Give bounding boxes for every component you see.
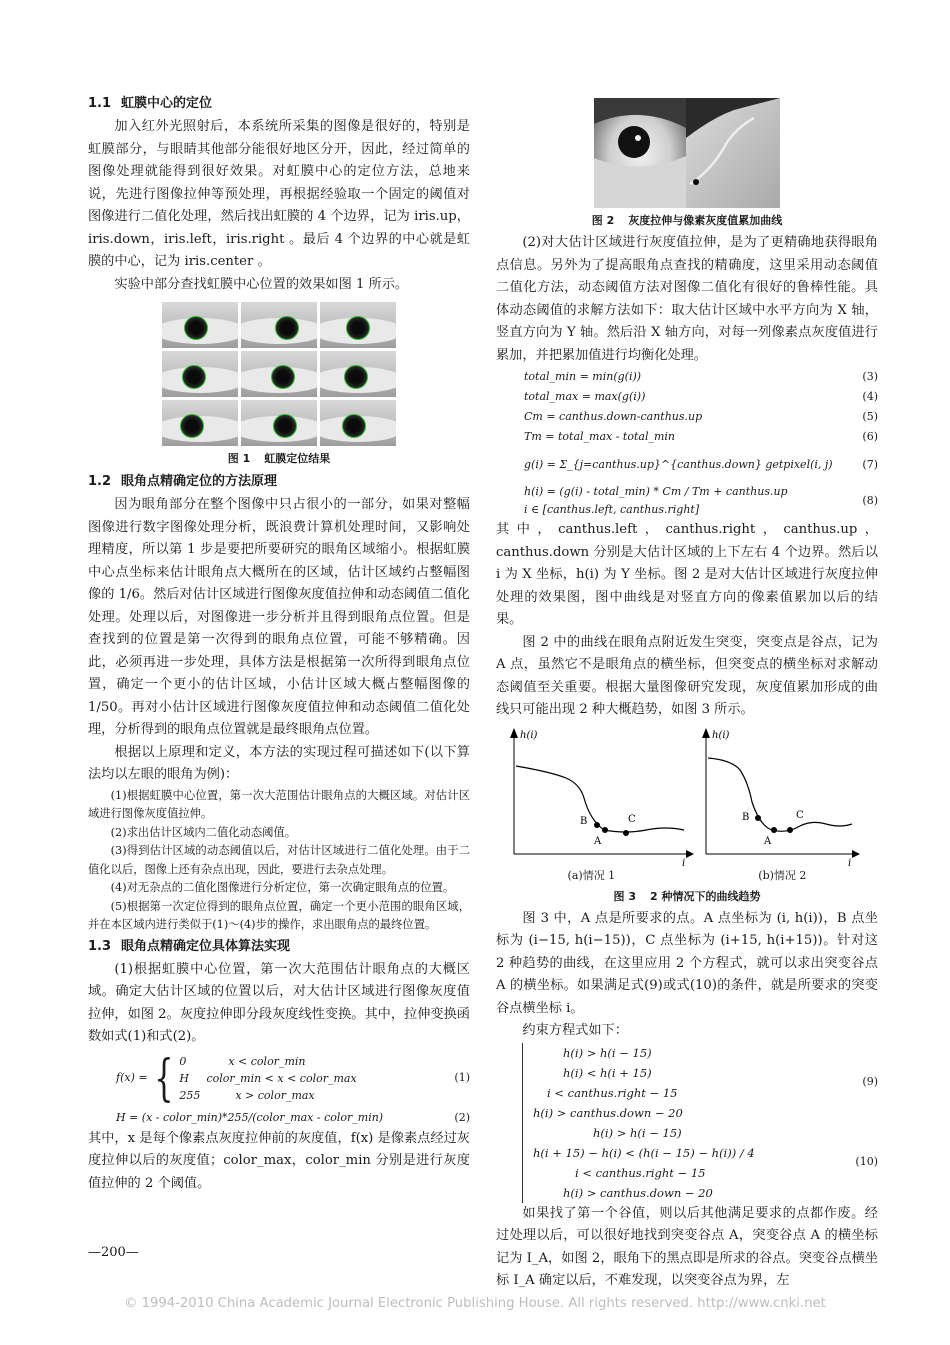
label-a: A (594, 835, 602, 847)
section-1-3-heading: 1.3 眼角点精确定位具体算法实现 (88, 938, 291, 954)
equation-9-line-3: i < canthus.right − 15 (547, 1085, 678, 1100)
equation-2: H = (x - color_min)*255/(color_max - color_min) (2) (116, 1110, 470, 1124)
right-paragraph-5: 约束方程式如下： (522, 1023, 628, 1038)
chart-a (510, 728, 694, 868)
equation-8: h(i) = (g(i) - total_min) * Cm / Tm + canthus.up i ∈ [canthus.left, canthus.right] (8) (496, 483, 878, 519)
equation-7: g(i) = Σ_{j=canthus.up}^{canthus.down} getpixel(i, j) (7) (524, 458, 878, 471)
curve-b (708, 758, 852, 831)
iris-image (241, 400, 317, 446)
equation-3: total_min = min(g(i)) (3) (524, 370, 878, 383)
step-4: (4)对无杂点的二值化图像进行分析定位，第一次确定眼角点的位置。 (110, 881, 455, 894)
section-1-1-heading: 1.1 虹膜中心的定位 (88, 96, 213, 111)
algorithm-steps (88, 787, 470, 935)
equation-10: h(i) > h(i − 15) h(i + 15) − h(i) < (h(i − 15) − h(i)) / 4 i < canthus.right − 15 h(i) > canthus.down − 20 (10) (496, 1123, 878, 1203)
right-paragraph-4: 图 3 中，A 点是所要求的点。A 点坐标为 (i, h(i))，B 点坐标为 (i−15, h(i−15))，C 点坐标为 (i+15, h(i+15))。针对这 2 种趋势的曲线，在这里应用 2 个方程式，就可以求出突变谷点 A 的横坐标。如果满足式(9)或式(10)的条件，就是所要求的突变谷点横坐标 i。 (496, 910, 878, 1016)
equation-4: total_max = max(g(i)) (4) (524, 390, 878, 403)
equation-1-lhs: f(x) = (116, 1070, 148, 1084)
equation-9: h(i) > h(i − 15) h(i) < h(i + 15) i < canthus.right − 15 h(i) > canthus.down − 20 (9) (496, 1043, 878, 1123)
equation-5: Cm = canthus.down-canthus.up (5) (524, 410, 878, 423)
label-b: B (580, 815, 588, 827)
equation-10-line-2: h(i + 15) − h(i) < (h(i − 15) − h(i)) / 4 (533, 1145, 755, 1160)
copyright-footer: © 1994-2010 China Academic Journal Electronic Publishing House. All rights reserved. http://www.cnki.net (124, 1296, 826, 1311)
equation-1-line-1: 0 x < color_min (179, 1054, 306, 1068)
equation-9-line-4: h(i) > canthus.down − 20 (533, 1105, 683, 1120)
figure-2-caption: 图 2 灰度拉伸与像素灰度值累加曲线 (591, 214, 783, 227)
curve-a (516, 766, 684, 832)
equation-9-line-2: h(i) < h(i + 15) (563, 1065, 652, 1080)
iris-image (162, 400, 238, 446)
valley-point (693, 179, 699, 185)
label-c: C (796, 809, 804, 821)
equation-6: Tm = total_max - total_min (6) (524, 430, 878, 443)
y-axis-label: h(i) (712, 729, 730, 741)
section-1-2-paragraph-2: 根据以上原理和定义，本方法的实现过程可描述如下(以下算法均以左眼的眼角为例)： (88, 744, 470, 782)
equation-9-line-1: h(i) > h(i − 15) (563, 1045, 652, 1060)
section-1-3-paragraph-1: (1)根据虹膜中心位置，第一次大范围估计眼角点的大概区域。确定大估计区域的位置以后，对大估计区域进行图像灰度值拉伸，如图 2。灰度拉伸即分段灰度线性变换。其中，拉伸变换函数如式(1)和式(2)。 (88, 961, 470, 1044)
label-a: A (764, 835, 772, 847)
iris-image (320, 400, 396, 446)
iris-image (241, 351, 317, 397)
figure-3-subcaptions (496, 868, 878, 884)
right-paragraph-2: 其中，canthus.left，canthus.right，canthus.up，canthus.down 分别是大估计区域的上下左右 4 个边界。然后以 i 为 X 坐标，h(i) 为 Y 坐标。图 2 是对大估计区域进行灰度拉伸处理的效果图，图中曲线是对竖直方向的像素值累加以后的结果。 (496, 522, 878, 627)
figure-1-iris-images (162, 302, 396, 446)
x-axis-label: i (848, 857, 852, 868)
pupil (618, 126, 650, 158)
left-brace: { (153, 1049, 174, 1107)
iris-image (241, 302, 317, 348)
page-number: —200— (88, 1245, 139, 1260)
equation-10-line-4: h(i) > canthus.down − 20 (563, 1185, 713, 1200)
equation-1-line-3: 255 x > color_max (179, 1088, 315, 1102)
step-1: (1)根据虹膜中心位置，第一次大范围估计眼角点的大概区域。对估计区域进行图像灰度值拉伸。 (88, 788, 470, 820)
equation-1-tag: (1) (454, 1070, 470, 1084)
point-b (594, 822, 600, 828)
point-a (771, 827, 777, 833)
iris-image (320, 351, 396, 397)
section-1-2-heading: 1.2 眼角点精确定位的方法原理 (88, 474, 278, 489)
equation-1-line-2: H color_min < x < color_max (179, 1071, 357, 1085)
right-paragraph-1: (2)对大估计区域进行灰度值拉伸，是为了更精确地获得眼角点信息。另外为了提高眼角点查找的精确度，这里采用动态阈值二值化方法，动态阈值方法对图像二值化有很好的鲁棒性能。具体动态阈值的求解方法如下：取大估计区域中水平方向为 X 轴，竖直方向为 Y 轴。然后沿 X 轴方向，对每一列像素点灰度值进行累加，并把累加值进行均衡化处理。 (496, 235, 878, 363)
figure-3b-caption: (b)情况 2 (758, 868, 807, 882)
equation-10-line-3: i < canthus.right − 15 (575, 1165, 706, 1180)
figure-3a-caption: (a)情况 1 (567, 868, 616, 882)
section-1-1-paragraph-2: 实验中部分查找虹膜中心位置的效果如图 1 所示。 (114, 276, 409, 292)
iris-image (162, 302, 238, 348)
section-1-2-paragraph-1: 因为眼角部分在整个图像中只占很小的一部分，如果对整幅图像进行数字图像处理分析，既浪费计算机处理时间，又影响处理精度，所以第 1 步是要把所要研究的眼角区域缩小。根据虹膜中心点坐标来估计眼角点大概所在的区域，估计区域约占整幅图像的 1/6。然后对估计区域进行图像灰度值拉伸和动态阈值二值化处理。处理以后，对图像进一步分析并且得到眼角点位置。但是查找到的位置是第一次得到的眼角点位置，可能不够精确。因此，必须再进一步处理，具体方法是根据第一次所得到眼角点位置，确定一个更小的估计区域，小估计区域大概占整幅图像的 1/50。再对小估计区域进行图像灰度值拉伸和动态阈值二值化处理，分析得到的眼角点位置就是最终眼角点位置。 (88, 497, 470, 737)
iris-image (162, 351, 238, 397)
y-axis-label: h(i) (520, 729, 538, 741)
point-c (623, 830, 629, 836)
left-column (88, 92, 470, 1195)
step-5: (5)根据第一次定位得到的眼角点位置，确定一个更小范围的眼角区域，并在本区域内进行类似于(1)～(4)步的操作，求出眼角点的最终位置。 (88, 899, 470, 931)
point-b (755, 815, 761, 821)
section-1-1-paragraph-1: 加入红外光照射后，本系统所采集的图像是很好的，特别是虹膜部分，与眼睛其他部分能很好地区分开，因此，经过简单的图像处理就能得到很好效果。对虹膜中心的定位方法，总地来说，先进行图像拉伸等预处理，再根据经验取一个固定的阈值对图像进行二值化处理，然后找出虹膜的 4 个边界，记为 iris.up，iris.down，iris.left，iris.right 。最后 4 个边界的中心就是虹膜的中心，记为 iris.center 。 (88, 119, 470, 269)
right-paragraph-6: 如果找了第一个谷值，则以后其他满足要求的点都作废。经过处理以后，可以很好地找到突变谷点 A，突变谷点 A 的横坐标记为 I_A，如图 2，眼角下的黑点即是所求的谷点。突变谷点横坐标 I_A 确定以后，不难发现，以突变谷点为界，左 (496, 1205, 878, 1288)
figure-1-caption: 图 1 虹膜定位结果 (227, 452, 331, 465)
equation-8-line-1: h(i) = (g(i) - total_min) * Cm / Tm + canthus.up (524, 485, 788, 498)
equation-8-line-2: i ∈ [canthus.left, canthus.right] (524, 503, 700, 516)
x-axis-label: i (682, 857, 686, 868)
right-paragraph-3: 图 2 中的曲线在眼角点附近发生突变，突变点是谷点，记为 A 点，虽然它不是眼角点的横坐标，但突变点的横坐标对求解动态阈值至关重要。根据大量图像研究发现，灰度值累加形成的曲线只可能出现 2 种大概趋势，如图 3 所示。 (496, 634, 878, 717)
label-c: C (628, 813, 636, 825)
equation-1 (88, 1049, 470, 1107)
chart-b (702, 728, 860, 868)
point-a (602, 827, 608, 833)
section-1-3-paragraph-2: 其中，x 是每个像素点灰度拉伸前的灰度值，f(x) 是像素点经过灰度拉伸以后的灰度值；color_max，color_min 分别是进行灰度值拉伸的 2 个阈值。 (88, 1130, 470, 1191)
point-c (787, 827, 793, 833)
label-b: B (742, 811, 750, 823)
step-2: (2)求出估计区域内二值化动态阈值。 (110, 825, 297, 839)
equation-10-line-1: h(i) > h(i − 15) (593, 1125, 682, 1140)
figure-3-caption: 图 3 2 种情况下的曲线趋势 (613, 889, 761, 903)
figure-3-curves (496, 726, 878, 868)
iris-image (320, 302, 396, 348)
figure-2-image (594, 98, 780, 208)
step-3: (3)得到估计区域的动态阈值以后，对估计区域进行二值化处理。由于二值化以后，图像上还有杂点出现，因此，要进行去杂点处理。 (88, 844, 470, 876)
right-column (496, 92, 878, 1293)
